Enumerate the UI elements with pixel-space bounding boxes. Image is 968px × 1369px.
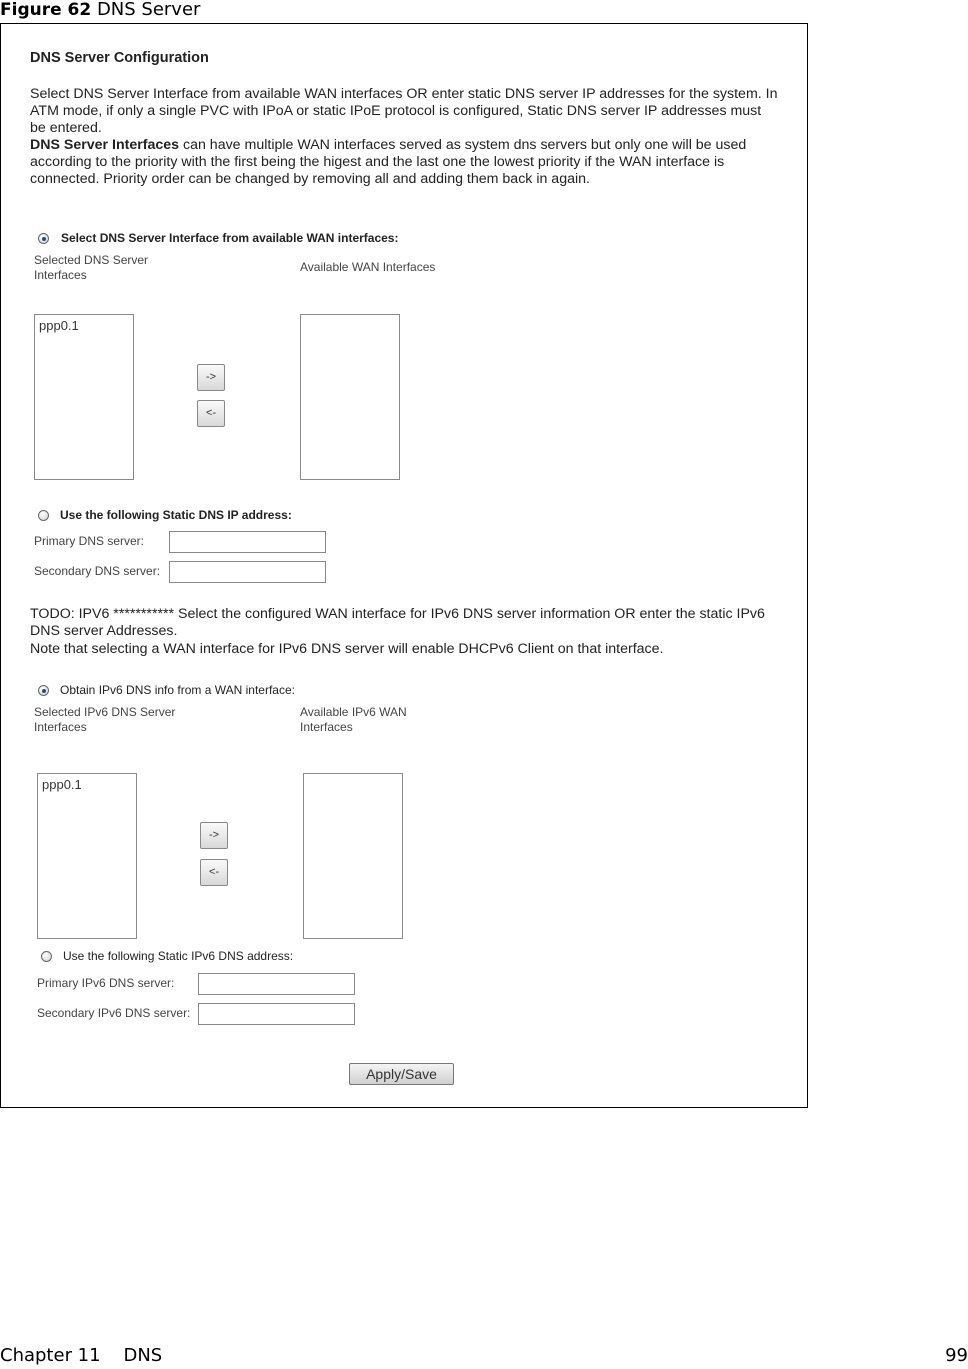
figure-title: DNS Server: [96, 0, 201, 20]
list-item[interactable]: ppp0.1: [39, 318, 79, 333]
chapter-section: DNS: [123, 1345, 163, 1366]
obtain-ipv6-dns-label: Obtain IPv6 DNS info from a WAN interface:: [60, 683, 295, 697]
available-ipv6-interfaces-label: Available IPv6 WAN Interfaces: [300, 705, 407, 734]
selected-dns-interfaces-list[interactable]: [34, 314, 134, 480]
interfaces-text: can have multiple WAN interfaces served as system dns servers but only one will be used according to the priority with the first being the higest and the last one the lowest priority if the WAN interface is connected. Priority order can be changed by removing all and adding them back in again.: [30, 137, 747, 187]
page-number: 99: [945, 1345, 968, 1366]
static-ipv6-dns-label: Use the following Static IPv6 DNS address:: [63, 949, 294, 963]
secondary-dns-label: Secondary DNS server:: [34, 564, 161, 578]
add-ipv6-interface-button[interactable]: ->: [200, 822, 228, 849]
ipv6-dhcp-note: Note that selecting a WAN interface for IPv6 DNS server will enable DHCPv6 Client on that interface.: [30, 641, 664, 657]
selected-ipv6-interfaces-list[interactable]: [37, 773, 137, 939]
obtain-ipv6-dns-radio[interactable]: [38, 685, 49, 696]
selected-ipv6-interfaces-label: Selected IPv6 DNS Server Interfaces: [34, 705, 176, 734]
primary-ipv6-dns-input[interactable]: [198, 973, 355, 995]
secondary-ipv6-dns-input[interactable]: [198, 1003, 355, 1025]
static-dns-label: Use the following Static DNS IP address:: [60, 508, 292, 522]
secondary-ipv6-dns-label: Secondary IPv6 DNS server:: [37, 1006, 191, 1020]
remove-interface-button[interactable]: <-: [197, 400, 225, 427]
primary-ipv6-dns-label: Primary IPv6 DNS server:: [37, 976, 175, 990]
available-wan-interfaces-list[interactable]: [300, 314, 400, 480]
apply-save-button[interactable]: Apply/Save: [349, 1063, 454, 1085]
available-ipv6-interfaces-list[interactable]: [303, 773, 403, 939]
intro-text: Select DNS Server Interface from available WAN interfaces OR enter static DNS server IP addresses for the system. In ATM mode, if only a single PVC with IPoA or static IPoE protocol is configured, Static DNS server IP addresses must be entered.: [30, 86, 778, 136]
primary-dns-label: Primary DNS server:: [34, 534, 145, 548]
selected-dns-interfaces-label: Selected DNS Server Interfaces: [34, 253, 149, 282]
figure-label: Figure 62: [0, 0, 92, 20]
list-item[interactable]: ppp0.1: [42, 777, 82, 792]
select-wan-interface-label: Select DNS Server Interface from available WAN interfaces:: [61, 231, 399, 245]
interfaces-heading: DNS Server Interfaces: [30, 137, 180, 153]
remove-ipv6-interface-button[interactable]: <-: [200, 859, 228, 886]
static-dns-radio[interactable]: [38, 510, 49, 521]
chapter-label: Chapter 11: [0, 1345, 101, 1366]
page-title: DNS Server Configuration: [30, 50, 209, 66]
figure-caption: [0, 0, 200, 20]
footer-chapter: [0, 1345, 162, 1366]
interfaces-description: [30, 137, 780, 188]
add-interface-button[interactable]: ->: [197, 364, 225, 391]
select-wan-interface-radio[interactable]: [38, 233, 49, 244]
available-wan-interfaces-label: Available WAN Interfaces: [300, 260, 436, 274]
secondary-dns-input[interactable]: [169, 561, 326, 583]
static-ipv6-dns-radio[interactable]: [41, 951, 52, 962]
ipv6-note: TODO: IPV6 *********** Select the configured WAN interface for IPv6 DNS server information OR enter the static IPv6 DNS server Addresses.: [30, 606, 765, 639]
primary-dns-input[interactable]: [169, 531, 326, 553]
